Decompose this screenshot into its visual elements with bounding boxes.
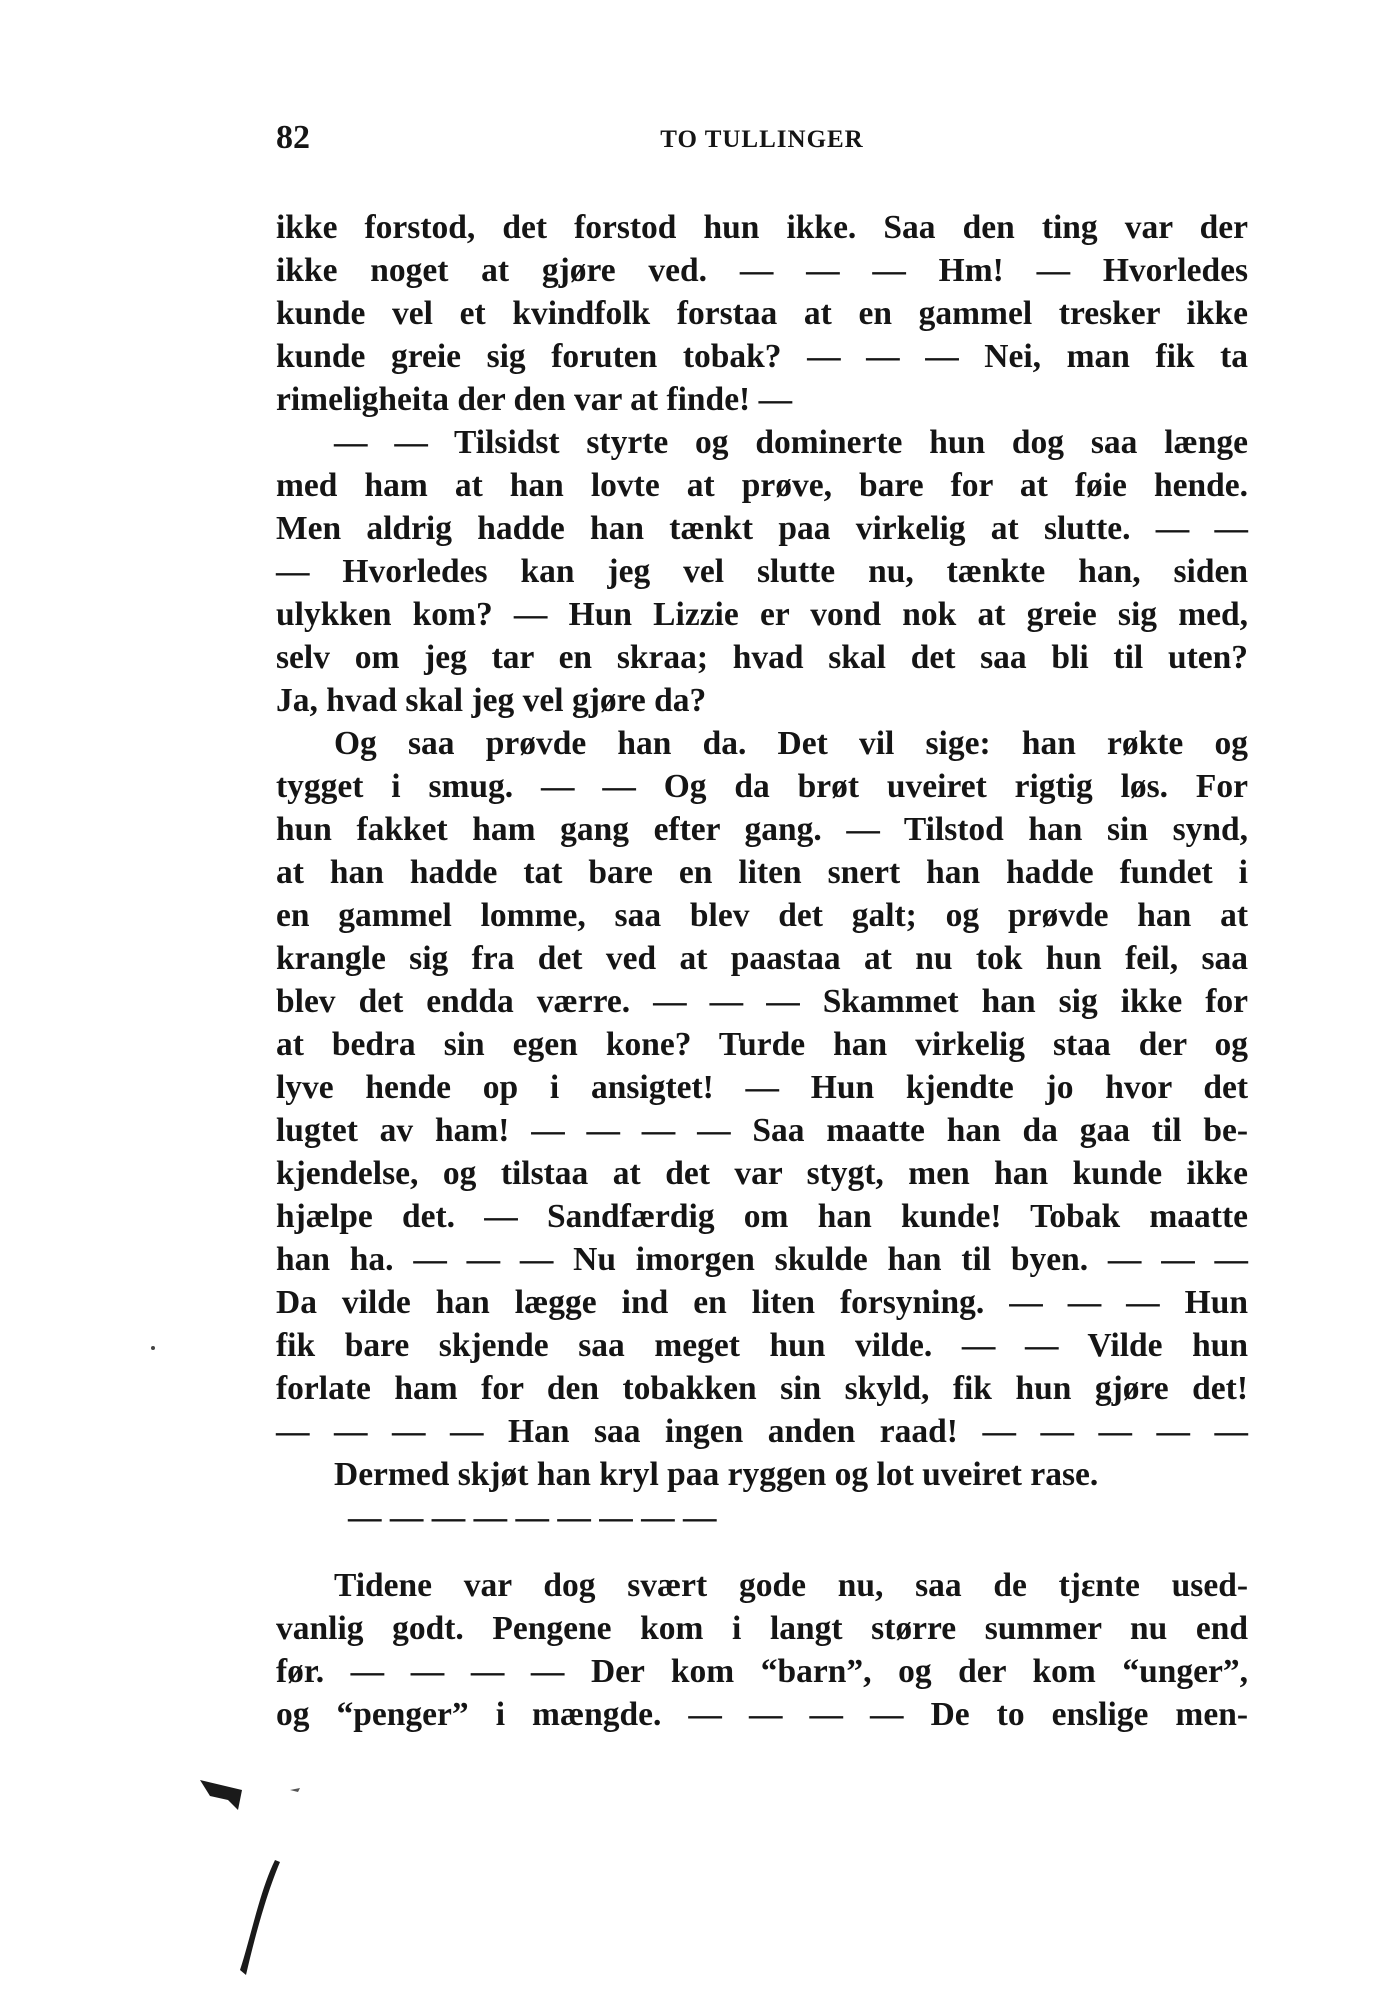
text-line: hun fakket ham gang efter gang. — Tilstod han sin synd, [276, 811, 1248, 848]
section-break: — — — — — — — — — [348, 1499, 717, 1536]
text-line: ulykken kom? — Hun Lizzie er vond nok at greie sig med, [276, 596, 1248, 633]
text-line: Dermed skjøt han kryl paa ryggen og lot uveiret rase. [334, 1456, 1099, 1493]
text-line: selv om jeg tar en skraa; hvad skal det saa bli til uten? [276, 639, 1248, 676]
text-line: lugtet av ham! — — — — Saa maatte han da gaa til be- [276, 1112, 1248, 1149]
text-line: han ha. — — — Nu imorgen skulde han til byen. — — — [276, 1241, 1248, 1278]
text-line: kjendelse, og tilstaa at det var stygt, men han kunde ikke [276, 1155, 1248, 1192]
text-line: Tidene var dog svært gode nu, saa de tjεnte used- [334, 1567, 1248, 1604]
text-line: kunde greie sig foruten tobak? — — — Nei, man fik ta [276, 338, 1248, 375]
scan-mark-ink-blot [200, 1780, 242, 1810]
text-line: og “penger” i mængde. — — — — De to enslige men- [276, 1696, 1248, 1733]
text-line: en gammel lomme, saa blev det galt; og prøvde han at [276, 897, 1248, 934]
text-line: at bedra sin egen kone? Turde han virkelig staa der og [276, 1026, 1248, 1063]
running-title: TO TULLINGER [660, 126, 864, 153]
text-line: at han hadde tat bare en liten snert han hadde fundet i [276, 854, 1248, 891]
section-gap [276, 1539, 1248, 1564]
text-line: hjælpe det. — Sandfærdig om han kunde! Tobak maatte [276, 1198, 1248, 1235]
text-line: ikke noget at gjøre ved. — — — Hm! — Hvorledes [276, 252, 1248, 289]
text-line: Og saa prøvde han da. Det vil sige: han røkte og [334, 725, 1248, 762]
text-line: forlate ham for den tobakken sin skyld, fik hun gjøre det! [276, 1370, 1248, 1407]
page-number: 82 [276, 119, 310, 156]
text-line: ikke forstod, det forstod hun ikke. Saa den ting var der [276, 209, 1248, 246]
text-line: med ham at han lovte at prøve, bare for at føie hende. [276, 467, 1248, 504]
text-line: Da vilde han lægge ind en liten forsyning. — — — Hun [276, 1284, 1248, 1321]
scan-smudge [180, 1770, 320, 1990]
text-line: — — — — Han saa ingen anden raad! — — — — — [276, 1413, 1248, 1450]
text-line: — Hvorledes kan jeg vel slutte nu, tænkte han, siden [276, 553, 1248, 590]
text-line: blev det endda værre. — — — Skammet han sig ikke for [276, 983, 1248, 1020]
text-line: lyve hende op i ansigtet! — Hun kjendte jo hvor det [276, 1069, 1248, 1106]
scan-dot [148, 1343, 158, 1353]
text-line: vanlig godt. Pengene kom i langt større summer nu end [276, 1610, 1248, 1647]
text-line: fik bare skjende saa meget hun vilde. — — Vilde hun [276, 1327, 1248, 1364]
scan-mark-ink-fleck [290, 1788, 300, 1792]
body-text [276, 206, 1248, 1736]
text-line: før. — — — — Der kom “barn”, og der kom “unger”, [276, 1653, 1248, 1690]
scan-dot-mark [151, 1346, 155, 1350]
text-line: krangle sig fra det ved at paastaa at nu tok hun feil, saa [276, 940, 1248, 977]
text-line: Ja, hvad skal jeg vel gjøre da? [276, 682, 707, 719]
scan-mark-ink-stroke [240, 1860, 280, 1975]
running-head [276, 118, 1248, 158]
text-line: Men aldrig hadde han tænkt paa virkelig at slutte. — — [276, 510, 1248, 547]
text-line: rimeligheita der den var at finde! — [276, 381, 793, 418]
text-line: kunde vel et kvindfolk forstaa at en gammel tresker ikke [276, 295, 1248, 332]
text-line: tygget i smug. — — Og da brøt uveiret rigtig løs. For [276, 768, 1248, 805]
text-line: — — Tilsidst styrte og dominerte hun dog saa længe [334, 424, 1248, 461]
